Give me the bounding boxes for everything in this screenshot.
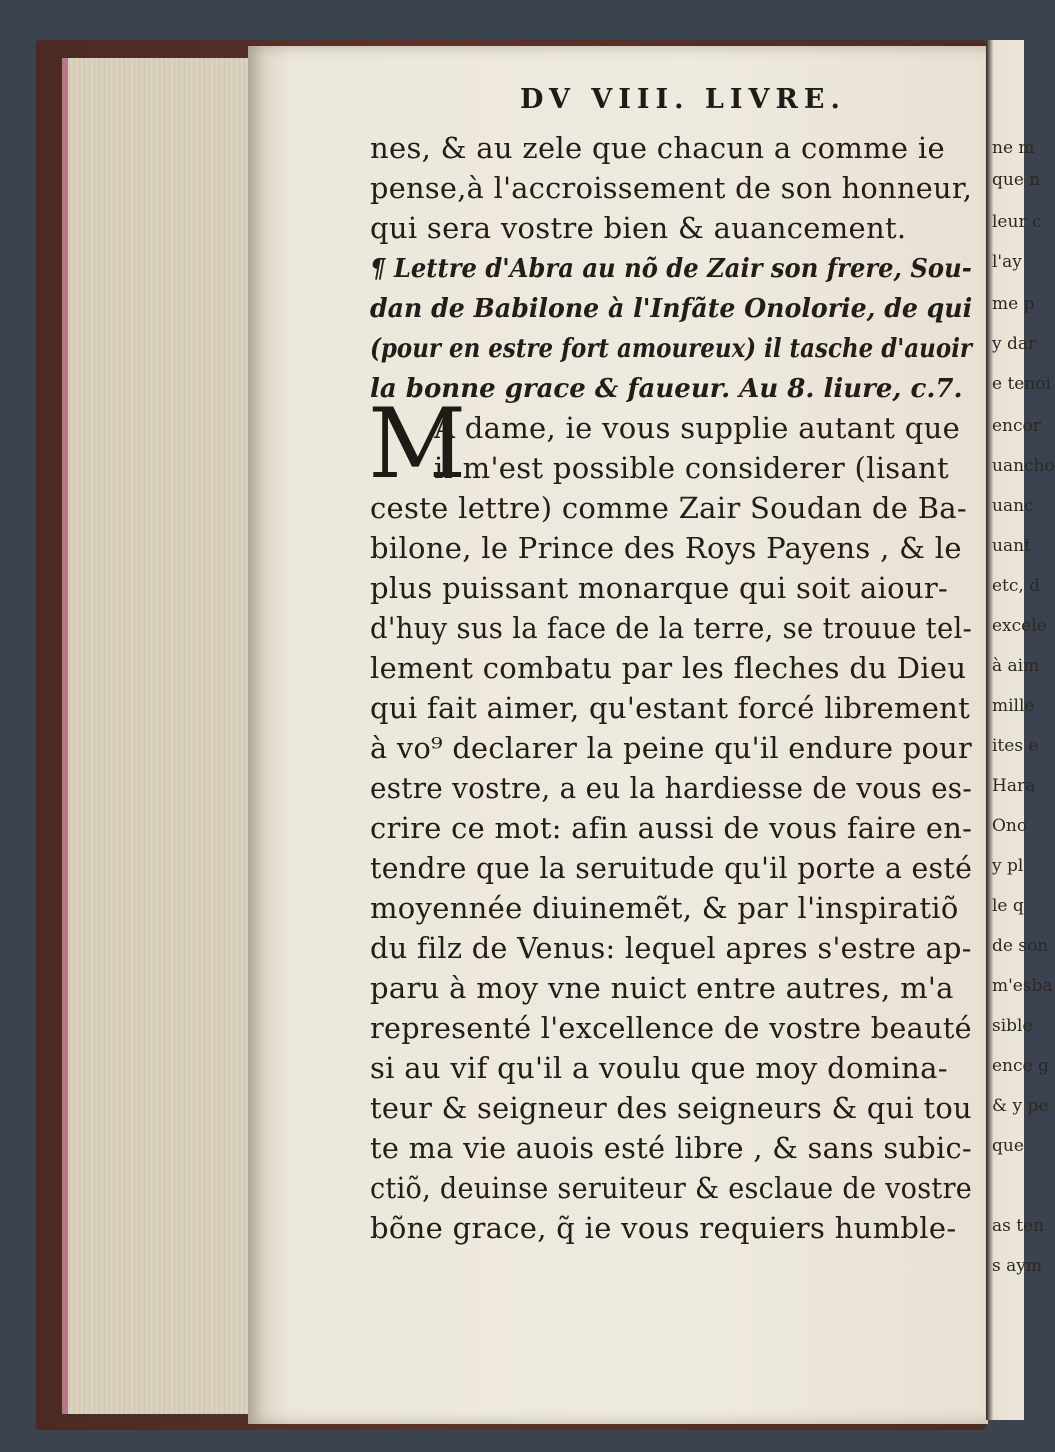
heading-line: ¶ Lettre d'Abra au nõ de Zair son frere, Sou- — [370, 254, 972, 284]
body-line: à vo⁹ declarer la peine qu'il endure pour — [370, 731, 972, 765]
next-page-fragment: sible — [992, 1016, 1033, 1036]
body-line: bõne grace, q̃ ie vous requiers humble- — [370, 1211, 957, 1245]
body-line: si au vif qu'il a voulu que moy domina- — [370, 1051, 948, 1085]
body-line: il m'est possible considerer (lisant — [434, 451, 949, 485]
body-line: A dame, ie vous supplie autant que — [434, 411, 961, 445]
body-line: qui fait aimer, qu'estant forcé librement — [370, 691, 971, 725]
next-page-fragment: etc, d — [992, 576, 1041, 596]
next-page-fragment: que — [992, 1136, 1024, 1156]
drop-cap: M — [368, 388, 467, 500]
next-page-fragment: uanc — [992, 496, 1034, 516]
next-page-fragment: uancho — [992, 456, 1055, 476]
next-page-fragment: m'esba — [992, 976, 1053, 996]
body-line: tendre que la seruitude qu'il porte a esté — [370, 851, 973, 885]
next-page-fragment: y dar — [992, 334, 1037, 354]
body-line: du filz de Venus: lequel apres s'estre ap- — [370, 931, 972, 965]
text-line: nes, & au zele que chacun a comme ie — [370, 131, 945, 165]
next-page-fragment: me p — [992, 294, 1035, 314]
next-page-fragment: de son — [992, 936, 1049, 956]
heading-line: (pour en estre fort amoureux) il tasche d'auoir — [370, 334, 973, 364]
next-page-fragment: y pl — [992, 856, 1024, 876]
text-line: qui sera vostre bien & auancement. — [370, 211, 907, 245]
next-page-fragment: & y pe — [992, 1096, 1049, 1116]
body-line: te ma vie auois esté libre , & sans subic- — [370, 1131, 972, 1165]
body-line: crire ce mot: afin aussi de vous faire en- — [370, 811, 973, 845]
body-line: paru à moy vne nuict entre autres, m'a — [370, 971, 954, 1005]
heading-line: la bonne grace & faueur. Au 8. liure, c.7. — [370, 374, 963, 404]
body-line: plus puissant monarque qui soit aiour- — [370, 571, 949, 605]
next-page-fragment: à aim — [992, 656, 1040, 676]
next-page-fragment: excele — [992, 616, 1047, 636]
body-line: d'huy sus la face de la terre, se trouue tel- — [370, 611, 973, 645]
next-page-fragment: Ono — [992, 816, 1028, 836]
next-page-fragment: as ten — [992, 1216, 1045, 1236]
next-page-fragment: uant — [992, 536, 1031, 556]
next-page-fragment: le q — [992, 896, 1024, 916]
next-page-fragment: ites e — [992, 736, 1039, 756]
running-header: DV VIII. LIVRE. — [520, 84, 846, 115]
next-page-fragment: leur c — [992, 212, 1042, 232]
body-line: lement combatu par les fleches du Dieu — [370, 651, 967, 685]
body-line: bilone, le Prince des Roys Payens , & le — [370, 531, 962, 565]
body-line: teur & seigneur des seigneurs & qui tou — [370, 1091, 972, 1125]
next-page-fragment: ne m — [992, 138, 1035, 158]
body-line: estre vostre, a eu la hardiesse de vous es- — [370, 771, 973, 805]
next-page-fragment: Hara — [992, 776, 1036, 796]
next-page-edge — [986, 40, 1055, 1420]
body-line: representé l'excellence de vostre beauté — [370, 1011, 972, 1045]
next-page-fragment: l'ay — [992, 252, 1022, 272]
body-line: ctiõ, deuinse seruiteur & esclaue de vostre — [370, 1171, 973, 1205]
next-page-fragment: ence g — [992, 1056, 1049, 1076]
next-page-fragment: encor — [992, 416, 1041, 436]
page-edges — [62, 58, 258, 1414]
body-line: ceste lettre) comme Zair Soudan de Ba- — [370, 491, 967, 525]
next-page-fragment: s aym — [992, 1256, 1042, 1276]
body-line: moyennée diuinemẽt, & par l'inspiratiõ — [370, 891, 959, 925]
next-page-fragment: que n — [992, 170, 1041, 190]
heading-line: dan de Babilone à l'Infãte Onolorie, de qui — [370, 294, 973, 324]
text-line: pense,à l'accroissement de son honneur, — [370, 171, 973, 205]
next-page-fragment: mille — [992, 696, 1035, 716]
next-page-fragment: e tenoi — [992, 374, 1051, 394]
